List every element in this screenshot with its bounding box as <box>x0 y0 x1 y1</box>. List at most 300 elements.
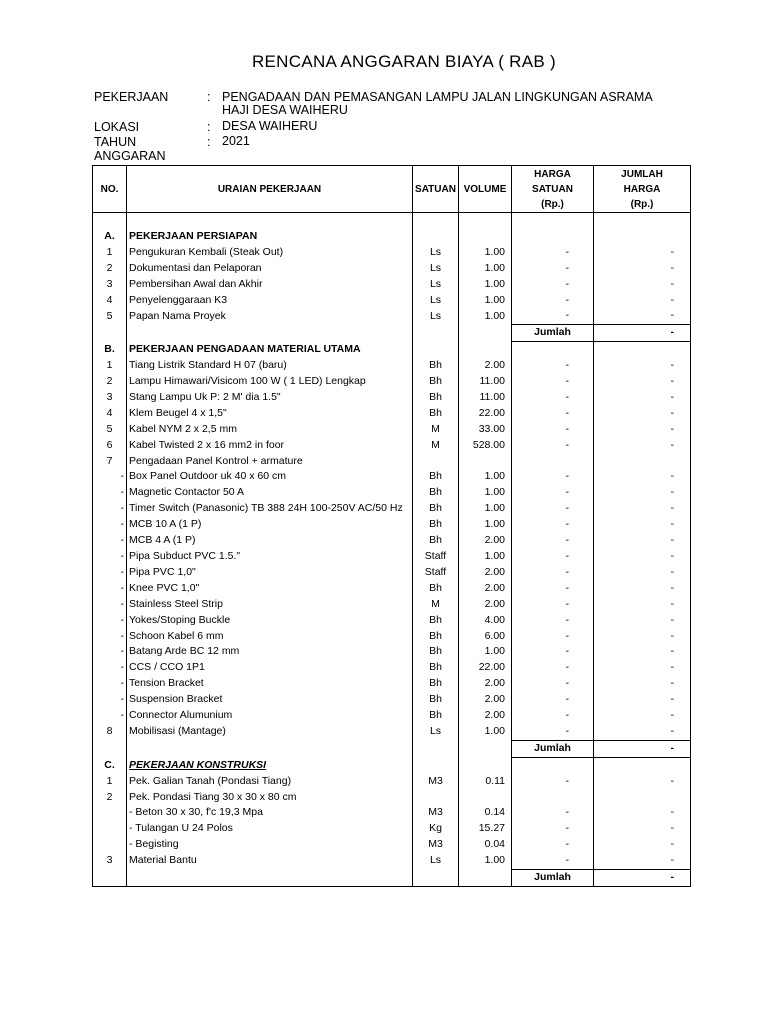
cell-uraian: Pek. Galian Tanah (Pondasi Tiang) <box>127 774 413 790</box>
cell-volume: 33.00 <box>459 422 512 438</box>
cell-uraian: - Beton 30 x 30, f'c 19,3 Mpa <box>127 805 413 821</box>
subtotal-label: Jumlah <box>512 870 594 887</box>
cell-volume: 2.00 <box>459 597 512 613</box>
cell-volume: 2.00 <box>459 708 512 724</box>
cell-jumlah-harga <box>594 229 691 245</box>
cell-no: 1 <box>93 358 127 374</box>
cell-harga-satuan: - <box>512 708 594 724</box>
cell-satuan: Staff <box>413 565 459 581</box>
cell-satuan <box>413 870 459 887</box>
cell-harga-satuan: - <box>512 308 594 324</box>
cell-satuan: Bh <box>413 613 459 629</box>
cell-uraian: Knee PVC 1,0" <box>127 581 413 597</box>
cell-jumlah-harga: - <box>594 517 691 533</box>
cell-no <box>93 821 127 837</box>
cell-uraian: Pembersihan Awal dan Akhir <box>127 277 413 293</box>
cell-volume: 1.00 <box>459 853 512 869</box>
cell-jumlah-harga: - <box>594 438 691 454</box>
cell-no <box>93 740 127 757</box>
cell-harga-satuan: - <box>512 676 594 692</box>
cell-jumlah-harga: - <box>594 390 691 406</box>
cell-volume: 1.00 <box>459 469 512 485</box>
cell-uraian: Batang Arde BC 12 mm <box>127 644 413 660</box>
table-row <box>93 533 691 549</box>
cell-no: - <box>93 708 127 724</box>
cell-uraian: Kabel Twisted 2 x 16 mm2 in foor <box>127 438 413 454</box>
section-title <box>127 757 413 773</box>
cell-uraian: Yokes/Stoping Buckle <box>127 613 413 629</box>
cell-uraian: CCS / CCO 1P1 <box>127 660 413 676</box>
section-row <box>93 229 691 245</box>
cell-uraian: - Tulangan U 24 Polos <box>127 821 413 837</box>
cell-harga-satuan <box>512 757 594 773</box>
cell-harga-satuan <box>512 229 594 245</box>
empty-cell <box>127 213 413 229</box>
cell-jumlah-harga: - <box>594 245 691 261</box>
table-row <box>93 454 691 470</box>
cell-volume: 2.00 <box>459 358 512 374</box>
tahun-label: TAHUN ANGGARAN <box>94 135 166 163</box>
cell-harga-satuan: - <box>512 837 594 853</box>
cell-satuan: Ls <box>413 724 459 740</box>
cell-jumlah-harga: - <box>594 676 691 692</box>
cell-jumlah-harga <box>594 342 691 358</box>
cell-no: 4 <box>93 293 127 309</box>
cell-no: A. <box>93 229 127 245</box>
cell-volume: 15.27 <box>459 821 512 837</box>
tahun-value: 2021 <box>222 134 250 148</box>
header-jumlah-harga-line: JUMLAH <box>621 168 663 180</box>
cell-uraian: Pengukuran Kembali (Steak Out) <box>127 245 413 261</box>
cell-uraian: Mobilisasi (Mantage) <box>127 724 413 740</box>
cell-harga-satuan: - <box>512 821 594 837</box>
cell-satuan: Ls <box>413 261 459 277</box>
section-title-text: PEKERJAAN KONSTRUKSI <box>129 758 267 771</box>
table-row <box>93 629 691 645</box>
subtotal-row <box>93 870 691 887</box>
cell-harga-satuan: - <box>512 597 594 613</box>
cell-no: - <box>93 692 127 708</box>
cell-uraian: Dokumentasi dan Pelaporan <box>127 261 413 277</box>
cell-jumlah-harga: - <box>594 774 691 790</box>
cell-uraian: Stang Lampu Uk P: 2 M' dia 1.5" <box>127 390 413 406</box>
cell-jumlah-harga: - <box>594 724 691 740</box>
cell-satuan: Bh <box>413 358 459 374</box>
table-row <box>93 821 691 837</box>
cell-satuan <box>413 790 459 806</box>
table-row <box>93 374 691 390</box>
cell-satuan: Bh <box>413 644 459 660</box>
empty-cell <box>459 213 512 229</box>
table-row <box>93 293 691 309</box>
lokasi-value: DESA WAIHERU <box>222 119 318 133</box>
table-row <box>93 805 691 821</box>
table-row <box>93 501 691 517</box>
cell-volume: 6.00 <box>459 629 512 645</box>
header-no: NO. <box>93 166 127 213</box>
cell-jumlah-harga: - <box>594 805 691 821</box>
table-row <box>93 485 691 501</box>
cell-jumlah-harga: - <box>594 469 691 485</box>
cell-jumlah-harga <box>594 454 691 470</box>
cell-volume <box>459 325 512 342</box>
cell-uraian: Suspension Bracket <box>127 692 413 708</box>
cell-satuan: M3 <box>413 805 459 821</box>
cell-no: B. <box>93 342 127 358</box>
cell-no: 1 <box>93 774 127 790</box>
cell-no: - <box>93 469 127 485</box>
cell-no: 3 <box>93 853 127 869</box>
table-row <box>93 644 691 660</box>
cell-no: 5 <box>93 422 127 438</box>
cell-volume: 1.00 <box>459 261 512 277</box>
cell-harga-satuan: - <box>512 853 594 869</box>
cell-satuan: Bh <box>413 390 459 406</box>
cell-volume: 1.00 <box>459 549 512 565</box>
cell-volume: 1.00 <box>459 277 512 293</box>
cell-harga-satuan: - <box>512 390 594 406</box>
cell-volume: 0.14 <box>459 805 512 821</box>
spacer-row <box>93 213 691 229</box>
cell-satuan <box>413 757 459 773</box>
section-row <box>93 757 691 773</box>
cell-no <box>93 837 127 853</box>
cell-jumlah-harga: - <box>594 821 691 837</box>
cell-volume <box>459 870 512 887</box>
cell-jumlah-harga: - <box>594 644 691 660</box>
cell-no: - <box>93 501 127 517</box>
cell-volume: 1.00 <box>459 245 512 261</box>
cell-volume: 528.00 <box>459 438 512 454</box>
cell-no: - <box>93 676 127 692</box>
cell-jumlah-harga: - <box>594 308 691 324</box>
cell-satuan: Ls <box>413 308 459 324</box>
cell-harga-satuan <box>512 342 594 358</box>
table-row <box>93 853 691 869</box>
cell-satuan: M3 <box>413 774 459 790</box>
cell-no: - <box>93 644 127 660</box>
header-jumlah-harga-line: HARGA <box>623 183 661 195</box>
cell-volume <box>459 740 512 757</box>
table-body <box>93 213 691 887</box>
cell-no: - <box>93 660 127 676</box>
header-volume: VOLUME <box>459 166 512 213</box>
cell-jumlah-harga: - <box>594 708 691 724</box>
cell-harga-satuan: - <box>512 724 594 740</box>
cell-uraian: Schoon Kabel 6 mm <box>127 629 413 645</box>
cell-uraian: Papan Nama Proyek <box>127 308 413 324</box>
table-row <box>93 613 691 629</box>
cell-no: 1 <box>93 245 127 261</box>
cell-uraian: Lampu Himawari/Visicom 100 W ( 1 LED) Lengkap <box>127 374 413 390</box>
cell-no: 5 <box>93 308 127 324</box>
table-row <box>93 422 691 438</box>
cell-no: 7 <box>93 454 127 470</box>
cell-jumlah-harga: - <box>594 597 691 613</box>
cell-no <box>93 805 127 821</box>
cell-no: - <box>93 581 127 597</box>
subtotal-row <box>93 740 691 757</box>
colon: : <box>207 90 211 104</box>
cell-jumlah-harga: - <box>594 533 691 549</box>
cell-jumlah-harga: - <box>594 374 691 390</box>
cell-jumlah-harga <box>594 757 691 773</box>
table-row <box>93 790 691 806</box>
colon: : <box>207 135 211 149</box>
subtotal-label: Jumlah <box>512 740 594 757</box>
cell-harga-satuan: - <box>512 805 594 821</box>
subtotal-value: - <box>594 740 691 757</box>
cell-harga-satuan: - <box>512 261 594 277</box>
cell-harga-satuan: - <box>512 293 594 309</box>
cell-volume: 1.00 <box>459 517 512 533</box>
cell-satuan: Bh <box>413 469 459 485</box>
cell-volume: 2.00 <box>459 581 512 597</box>
cell-jumlah-harga: - <box>594 629 691 645</box>
empty-cell <box>413 213 459 229</box>
cell-jumlah-harga: - <box>594 501 691 517</box>
cell-uraian: - Begisting <box>127 837 413 853</box>
cell-satuan: Kg <box>413 821 459 837</box>
cell-uraian: Tiang Listrik Standard H 07 (baru) <box>127 358 413 374</box>
cell-harga-satuan: - <box>512 469 594 485</box>
cell-uraian <box>127 870 413 887</box>
table-row <box>93 308 691 324</box>
cell-no: - <box>93 613 127 629</box>
cell-jumlah-harga <box>594 790 691 806</box>
subtotal-row <box>93 325 691 342</box>
cell-uraian <box>127 325 413 342</box>
cell-volume: 1.00 <box>459 485 512 501</box>
cell-uraian: Penyelenggaraan K3 <box>127 293 413 309</box>
cell-uraian: Klem Beugel 4 x 1,5" <box>127 406 413 422</box>
colon: : <box>207 120 211 134</box>
cell-uraian: Tension Bracket <box>127 676 413 692</box>
cell-no <box>93 870 127 887</box>
cell-jumlah-harga: - <box>594 293 691 309</box>
cell-harga-satuan: - <box>512 517 594 533</box>
table-row <box>93 406 691 422</box>
cell-volume <box>459 342 512 358</box>
cell-no <box>93 325 127 342</box>
header-uraian: URAIAN PEKERJAAN <box>127 166 413 213</box>
cell-volume: 11.00 <box>459 374 512 390</box>
cell-no: 8 <box>93 724 127 740</box>
cell-harga-satuan: - <box>512 438 594 454</box>
cell-satuan: Bh <box>413 629 459 645</box>
cell-satuan: M <box>413 422 459 438</box>
cell-uraian: Kabel NYM 2 x 2,5 mm <box>127 422 413 438</box>
subtotal-value: - <box>594 325 691 342</box>
cell-volume: 22.00 <box>459 406 512 422</box>
section-title: PEKERJAAN PERSIAPAN <box>127 229 413 245</box>
cell-no: - <box>93 549 127 565</box>
cell-jumlah-harga: - <box>594 692 691 708</box>
cell-satuan <box>413 229 459 245</box>
cell-satuan: Ls <box>413 293 459 309</box>
cell-jumlah-harga: - <box>594 565 691 581</box>
lokasi-label: LOKASI <box>94 120 140 134</box>
cell-satuan: Bh <box>413 406 459 422</box>
cell-satuan: Bh <box>413 374 459 390</box>
cell-satuan: Staff <box>413 549 459 565</box>
header-harga-satuan-line: (Rp.) <box>541 198 564 210</box>
cell-jumlah-harga: - <box>594 422 691 438</box>
cell-uraian: Pipa Subduct PVC 1.5." <box>127 549 413 565</box>
cell-no: 2 <box>93 261 127 277</box>
cell-uraian: Box Panel Outdoor uk 40 x 60 cm <box>127 469 413 485</box>
cell-no: - <box>93 629 127 645</box>
empty-cell <box>93 213 127 229</box>
cell-volume: 1.00 <box>459 644 512 660</box>
cell-satuan: Ls <box>413 277 459 293</box>
cell-no: 2 <box>93 790 127 806</box>
cell-volume <box>459 757 512 773</box>
table-row <box>93 597 691 613</box>
table-row <box>93 549 691 565</box>
table-row <box>93 358 691 374</box>
cell-jumlah-harga: - <box>594 406 691 422</box>
table-row <box>93 277 691 293</box>
cell-volume <box>459 790 512 806</box>
cell-harga-satuan: - <box>512 533 594 549</box>
cell-uraian: MCB 4 A (1 P) <box>127 533 413 549</box>
cell-volume: 0.04 <box>459 837 512 853</box>
cell-harga-satuan: - <box>512 406 594 422</box>
rab-table <box>92 165 691 887</box>
cell-volume: 1.00 <box>459 724 512 740</box>
cell-satuan: Bh <box>413 676 459 692</box>
table-row <box>93 724 691 740</box>
cell-no: - <box>93 517 127 533</box>
header-jumlah-harga-line: (Rp.) <box>630 198 654 210</box>
table-row <box>93 438 691 454</box>
cell-harga-satuan: - <box>512 629 594 645</box>
pekerjaan-label: PEKERJAAN <box>94 90 169 104</box>
table-row <box>93 245 691 261</box>
section-row <box>93 342 691 358</box>
cell-harga-satuan: - <box>512 774 594 790</box>
cell-no: - <box>93 597 127 613</box>
cell-harga-satuan: - <box>512 613 594 629</box>
cell-satuan: Bh <box>413 517 459 533</box>
cell-harga-satuan: - <box>512 581 594 597</box>
pekerjaan-value: PENGADAAN DAN PEMASANGAN LAMPU JALAN LINGKUNGAN ASRAMA HAJI DESA WAIHERU <box>222 90 652 117</box>
cell-satuan: M <box>413 597 459 613</box>
document-title: RENCANA ANGGARAN BIAYA ( RAB ) <box>251 52 557 71</box>
cell-harga-satuan: - <box>512 501 594 517</box>
cell-volume: 22.00 <box>459 660 512 676</box>
cell-satuan: M <box>413 438 459 454</box>
cell-jumlah-harga: - <box>594 277 691 293</box>
cell-harga-satuan: - <box>512 692 594 708</box>
cell-no: C. <box>93 757 127 773</box>
cell-volume: 0.11 <box>459 774 512 790</box>
table-row <box>93 708 691 724</box>
table-row <box>93 676 691 692</box>
header-satuan: SATUAN <box>413 166 459 213</box>
cell-uraian: Pek. Pondasi Tiang 30 x 30 x 80 cm <box>127 790 413 806</box>
table-header-row <box>93 166 691 213</box>
cell-volume <box>459 454 512 470</box>
header-harga-satuan <box>512 166 594 213</box>
cell-volume: 4.00 <box>459 613 512 629</box>
cell-harga-satuan <box>512 790 594 806</box>
table-row <box>93 261 691 277</box>
cell-volume: 11.00 <box>459 390 512 406</box>
cell-satuan: Bh <box>413 581 459 597</box>
table-row <box>93 581 691 597</box>
cell-harga-satuan: - <box>512 422 594 438</box>
table-row <box>93 774 691 790</box>
cell-no: - <box>93 485 127 501</box>
table-row <box>93 469 691 485</box>
cell-uraian: Stainless Steel Strip <box>127 597 413 613</box>
header-jumlah-harga <box>594 166 691 213</box>
table-row <box>93 390 691 406</box>
section-title: PEKERJAAN PENGADAAN MATERIAL UTAMA <box>127 342 413 358</box>
cell-jumlah-harga: - <box>594 853 691 869</box>
table-row <box>93 692 691 708</box>
cell-volume: 2.00 <box>459 676 512 692</box>
header-harga-satuan-line: SATUAN <box>532 183 573 195</box>
cell-uraian: Timer Switch (Panasonic) TB 388 24H 100-250V AC/50 Hz <box>127 501 413 517</box>
cell-harga-satuan: - <box>512 485 594 501</box>
subtotal-label: Jumlah <box>512 325 594 342</box>
cell-jumlah-harga: - <box>594 261 691 277</box>
cell-jumlah-harga: - <box>594 358 691 374</box>
cell-satuan: M3 <box>413 837 459 853</box>
cell-harga-satuan: - <box>512 549 594 565</box>
cell-satuan: Ls <box>413 853 459 869</box>
empty-cell <box>594 213 691 229</box>
cell-satuan: Bh <box>413 533 459 549</box>
cell-satuan: Bh <box>413 485 459 501</box>
cell-no: 3 <box>93 277 127 293</box>
table-row <box>93 660 691 676</box>
cell-satuan: Bh <box>413 708 459 724</box>
cell-uraian: Connector Alumunium <box>127 708 413 724</box>
cell-no: - <box>93 533 127 549</box>
cell-harga-satuan: - <box>512 644 594 660</box>
cell-satuan <box>413 454 459 470</box>
cell-uraian <box>127 740 413 757</box>
cell-jumlah-harga: - <box>594 837 691 853</box>
subtotal-value: - <box>594 870 691 887</box>
cell-uraian: Pengadaan Panel Kontrol + armature <box>127 454 413 470</box>
cell-satuan: Bh <box>413 692 459 708</box>
cell-volume <box>459 229 512 245</box>
cell-satuan: Bh <box>413 501 459 517</box>
cell-satuan <box>413 740 459 757</box>
cell-satuan: Bh <box>413 660 459 676</box>
cell-no: 6 <box>93 438 127 454</box>
cell-volume: 2.00 <box>459 565 512 581</box>
cell-harga-satuan: - <box>512 245 594 261</box>
cell-uraian: Material Bantu <box>127 853 413 869</box>
cell-no: 2 <box>93 374 127 390</box>
cell-jumlah-harga: - <box>594 581 691 597</box>
cell-jumlah-harga: - <box>594 549 691 565</box>
cell-harga-satuan: - <box>512 277 594 293</box>
cell-volume: 1.00 <box>459 293 512 309</box>
cell-satuan <box>413 325 459 342</box>
cell-volume: 1.00 <box>459 308 512 324</box>
cell-no: - <box>93 565 127 581</box>
cell-jumlah-harga: - <box>594 485 691 501</box>
cell-harga-satuan: - <box>512 660 594 676</box>
cell-satuan <box>413 342 459 358</box>
